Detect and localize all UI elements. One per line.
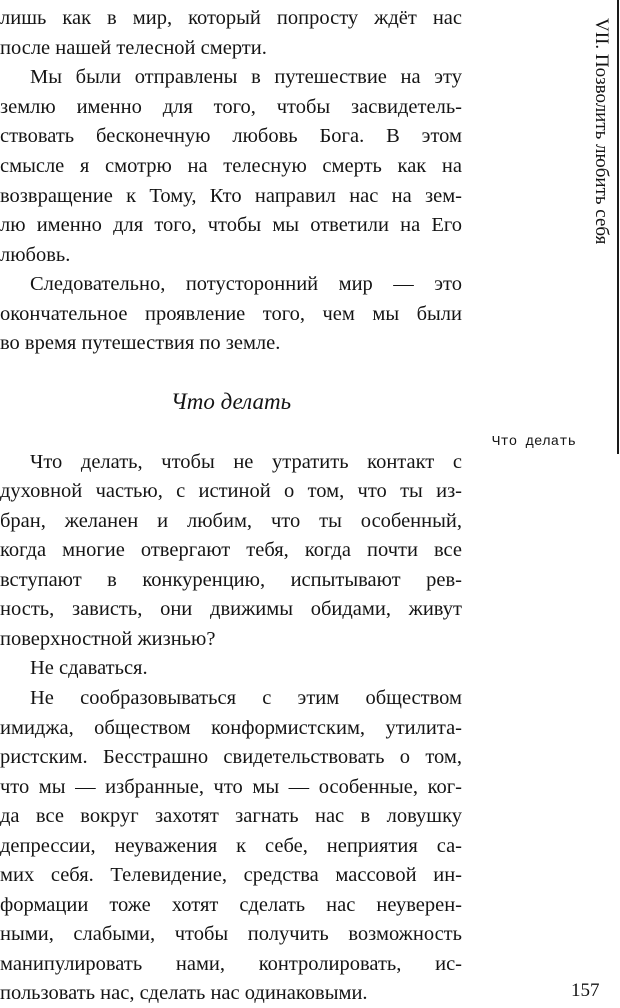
text-line: во время путешествия по земле. [0, 332, 281, 354]
text-line: лишь как в мир, который попросту ждёт нас [0, 7, 462, 29]
text-line: после нашей телесной смерти. [0, 37, 267, 59]
running-head: VII. Позволить любить себя [591, 18, 612, 245]
margin-rule [617, 0, 619, 454]
text-line: формации тоже хотят сделать нас неуверен- [0, 894, 462, 916]
text-line: смысле я смотрю на телесную смерть как на [0, 155, 462, 177]
text-line: любовь. [0, 244, 71, 266]
section-heading: Что делать [170, 389, 292, 414]
side-heading: Что делать [492, 434, 577, 450]
text-line: что мы — избранные, что мы — особенные, ког- [0, 776, 462, 798]
text-line: возвращение к Тому, Кто направил нас на зем- [0, 185, 462, 207]
text-line: когда многие отвергают тебя, когда почти все [0, 539, 462, 561]
text-line: мих себя. Телевидение, средства массовой ин- [0, 864, 462, 886]
text-line: ными, слабыми, чтобы получить возможность [0, 923, 462, 945]
page-number: 157 [571, 980, 600, 1001]
text-line: духовной частью, с истиной о том, что ты из- [0, 480, 462, 502]
text-line: ристским. Бесстрашно свидетельствовать о том, [0, 746, 462, 768]
text-line: манипулировать нами, контролировать, ис- [0, 953, 462, 975]
text-line: ствовать бесконечную любовь Бога. В этом [0, 125, 462, 147]
text-line: Следовательно, потусторонний мир — это [30, 273, 462, 295]
text-line: ность, зависть, они движимы обидами, живут [0, 598, 462, 620]
text-line: Не сдаваться. [30, 657, 148, 679]
text-line: окончательное проявление того, чем мы были [0, 303, 462, 325]
text-line: лю именно для того, чтобы мы ответили на Его [0, 214, 462, 236]
text-line: депрессии, неуважения к себе, неприятия са- [0, 835, 462, 857]
text-line: бран, желанен и любим, что ты особенный, [0, 510, 462, 532]
text-line: поверхностной жизнью? [0, 628, 216, 650]
text-line: да все вокруг захотят загнать нас в ловушку [0, 805, 462, 827]
text-line: Не сообразовываться с этим обществом [30, 687, 462, 709]
text-line: землю именно для того, чтобы засвидетель- [0, 96, 462, 118]
text-line: Что делать, чтобы не утратить контакт с [30, 451, 462, 473]
text-line: пользовать нас, сделать нас одинаковыми. [0, 982, 368, 1004]
text-line: вступают в конкуренцию, испытывают рев- [0, 569, 462, 591]
text-line: Мы были отправлены в путешествие на эту [30, 66, 462, 88]
text-line: имиджа, обществом конформистским, утилита- [0, 717, 462, 739]
